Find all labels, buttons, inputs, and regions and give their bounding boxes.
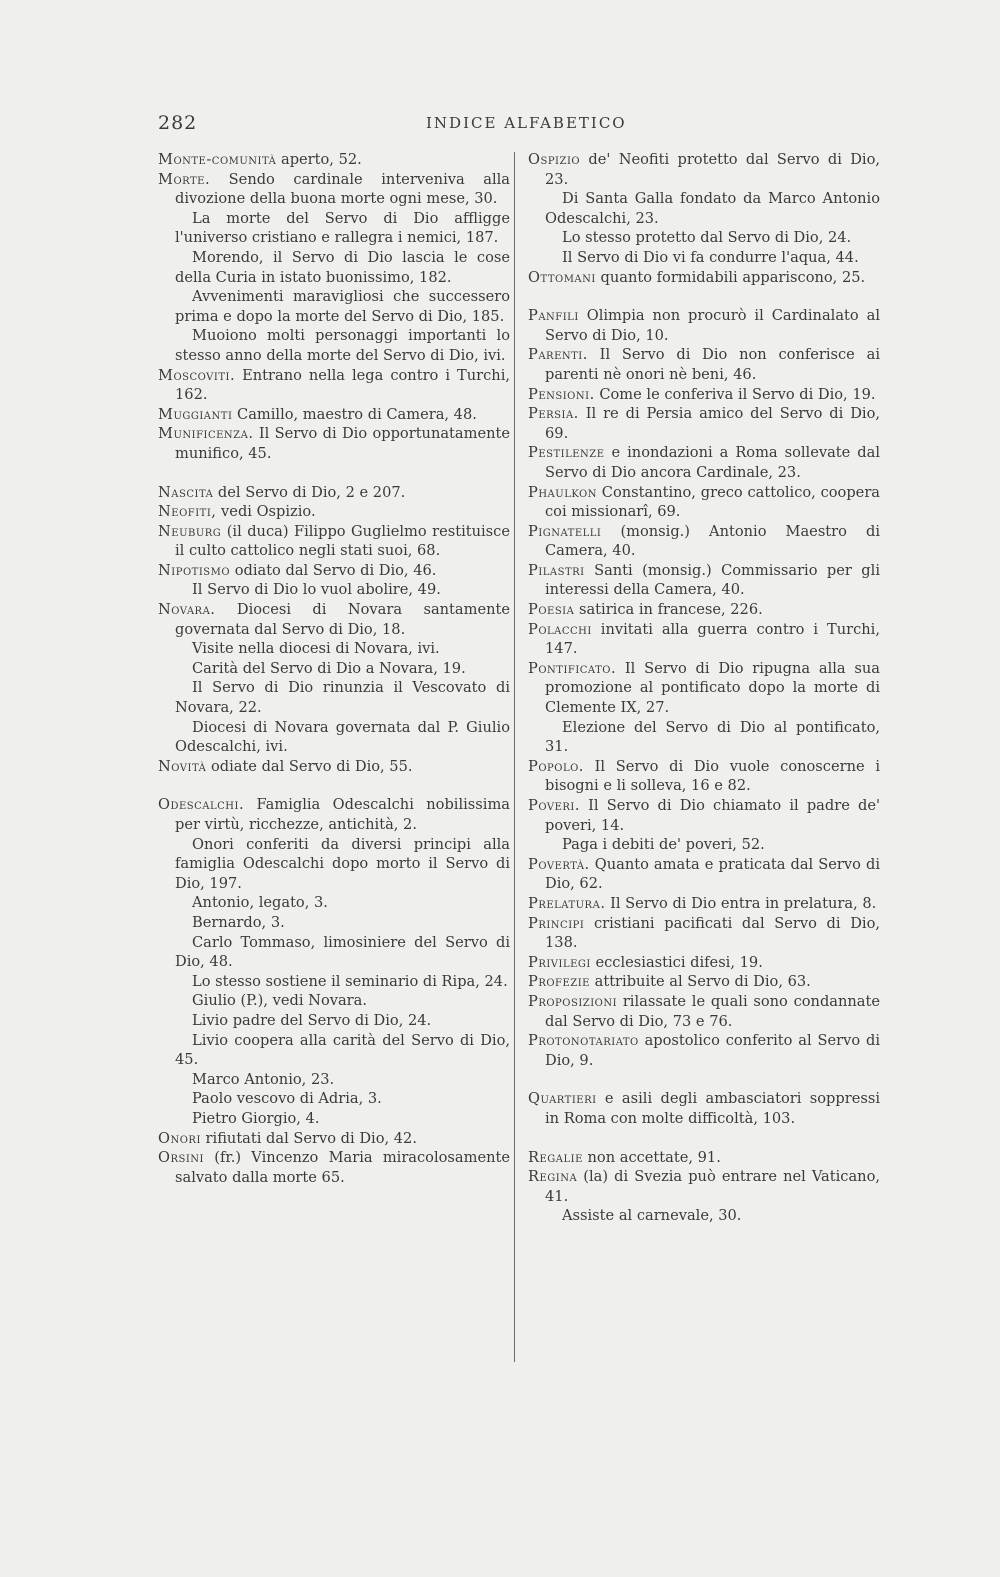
entry-text: Constantino, greco cattolico, coopera coi missionarî, 69. <box>545 483 880 521</box>
entry-headword: Persia. <box>528 405 579 423</box>
entry-headword: Proposizioni <box>528 992 618 1010</box>
index-subentry <box>158 991 510 1011</box>
index-subentry <box>528 189 880 228</box>
index-entry <box>528 345 880 384</box>
index-entry <box>158 1129 510 1149</box>
entry-text: Carlo Tommaso, limosiniere del Servo di Dio, 48. <box>175 933 510 971</box>
index-entry <box>528 404 880 443</box>
entry-text: Olimpia non procurò il Cardinalato al Servo di Dio, 10. <box>545 307 880 344</box>
entry-headword: Pestilenze <box>528 444 605 462</box>
index-entry <box>528 914 880 953</box>
entry-text: del Servo di Dio, 2 e 207. <box>213 483 406 501</box>
entry-headword: Poveri. <box>528 797 580 814</box>
entry-text: aperto, 52. <box>276 151 362 168</box>
entry-text: Il Servo di Dio opportunatamente munifico, 45. <box>175 425 510 462</box>
index-subentry <box>158 209 510 248</box>
entry-text: Camillo, maestro di Camera, 48. <box>232 405 477 423</box>
index-subentry <box>528 835 880 855</box>
index-subentry <box>158 678 510 717</box>
letter-gap <box>158 464 510 483</box>
entry-headword: Pilastri <box>528 561 585 579</box>
entry-text: Il Servo di Dio non conferisce ai parenti nè onori nè beni, 46. <box>545 346 880 383</box>
letter-gap <box>528 287 880 306</box>
entry-headword: Privilegi <box>528 953 591 971</box>
index-entry <box>528 561 880 600</box>
right-column <box>528 150 880 1226</box>
index-entry <box>528 1031 880 1070</box>
running-head <box>158 112 898 136</box>
index-subentry <box>158 1070 510 1090</box>
entry-text: Quanto amata e praticata dal Servo di Dio, 62. <box>545 855 880 893</box>
entry-headword: Pensioni. <box>528 385 595 403</box>
entry-headword: Neofiti, <box>158 503 217 521</box>
entry-headword: Onori <box>158 1129 201 1147</box>
index-subentry <box>158 326 510 365</box>
index-entry <box>528 855 880 894</box>
entry-text: Diocesi di Novara santamente governata dal Servo di Dio, 18. <box>175 601 510 638</box>
entry-headword: Quartieri <box>528 1090 597 1108</box>
entry-headword: Principi <box>528 914 585 932</box>
index-entry <box>158 424 510 463</box>
index-entry <box>158 1148 510 1187</box>
entry-headword: Orsini <box>158 1149 204 1167</box>
entry-text: Il Servo di Dio lo vuol abolire, 49. <box>192 581 441 599</box>
index-entry <box>528 600 880 620</box>
index-entry <box>158 600 510 639</box>
entry-headword: Parenti. <box>528 346 588 364</box>
entry-text: Pietro Giorgio, 4. <box>192 1109 320 1127</box>
index-entry <box>528 894 880 914</box>
index-subentry <box>158 580 510 600</box>
index-entry <box>528 620 880 659</box>
entry-headword: Profezie <box>528 973 590 991</box>
entry-text: Lo stesso protetto dal Servo di Dio, 24. <box>562 229 852 247</box>
entry-text: Muoiono molti personaggi importanti lo stesso anno della morte del Servo di Dio, ivi. <box>175 327 510 364</box>
entry-headword: Povertà. <box>528 855 590 873</box>
entry-text: de' Neofiti protetto dal Servo di Dio, 23. <box>545 151 880 188</box>
entry-text: Morendo, il Servo di Dio lascia le cose della Curia in istato buonissimo, 182. <box>175 248 510 286</box>
entry-headword: Prelatura. <box>528 894 606 912</box>
entry-text: odiate dal Servo di Dio, 55. <box>206 757 413 775</box>
entry-text: rifiutati dal Servo di Dio, 42. <box>200 1129 417 1147</box>
entry-text: Antonio, legato, 3. <box>192 894 328 912</box>
entry-text: (la) di Svezia può entrare nel Vaticano, 41. <box>545 1168 880 1205</box>
entry-text: odiato dal Servo di Dio, 46. <box>230 561 437 579</box>
index-entry <box>158 366 510 405</box>
entry-text: Carità del Servo di Dio a Novara, 19. <box>192 659 466 677</box>
index-entry <box>158 561 510 581</box>
entry-text: (il duca) Filippo Guglielmo restituisce il culto cattolico negli stati suoi, 68. <box>175 522 510 560</box>
index-subentry <box>158 1011 510 1031</box>
entry-text: Paolo vescovo di Adria, 3. <box>192 1090 382 1108</box>
index-entry <box>528 757 880 796</box>
index-entry <box>528 522 880 561</box>
index-entry <box>528 150 880 189</box>
index-entry <box>528 659 880 718</box>
column-divider <box>514 152 515 1362</box>
entry-text: Di Santa Galla fondato da Marco Antonio Odescalchi, 23. <box>545 190 880 227</box>
index-subentry <box>158 248 510 287</box>
entry-text: Entrano nella lega contro i Turchi, 162. <box>175 366 510 404</box>
entry-text: vedi Ospizio. <box>216 503 316 521</box>
index-subentry <box>158 972 510 992</box>
entry-text: Sendo cardinale interveniva alla divozione della buona morte ogni mese, 30. <box>175 170 510 208</box>
entry-headword: Pontificato. <box>528 659 617 677</box>
index-entry <box>528 992 880 1031</box>
index-entry <box>158 170 510 209</box>
entry-text: apostolico conferito al Servo di Dio, 9. <box>545 1032 880 1069</box>
index-entry <box>528 1089 880 1128</box>
entry-headword: Ottomani <box>528 268 596 286</box>
entry-text: quanto formidabili appariscono, 25. <box>595 268 866 286</box>
page-number: 282 <box>158 112 198 134</box>
letter-gap <box>528 1129 880 1148</box>
index-entry <box>528 972 880 992</box>
entry-text: Marco Antonio, 23. <box>192 1070 335 1088</box>
index-entry <box>528 483 880 522</box>
index-subentry <box>158 893 510 913</box>
entry-text: ecclesiastici difesi, 19. <box>590 953 763 971</box>
entry-text: Livio padre del Servo di Dio, 24. <box>192 1011 432 1029</box>
entry-text: Famiglia Odescalchi nobilissima per virtù, ricchezze, antichità, 2. <box>175 796 510 833</box>
index-entry <box>528 1148 880 1168</box>
index-subentry <box>158 1109 510 1129</box>
entry-text: Paga i debiti de' poveri, 52. <box>562 836 765 854</box>
entry-headword: Polacchi <box>528 620 592 638</box>
index-subentry <box>158 718 510 757</box>
index-entry <box>528 953 880 973</box>
entry-text: Il Servo di Dio ripugna alla sua promozione al pontificato dopo la morte di Clemente IX, 27. <box>545 659 880 717</box>
entry-headword: Muggianti <box>158 405 233 423</box>
entry-text: (monsig.) Antonio Maestro di Camera, 40. <box>545 522 880 560</box>
entry-text: rilassate le quali sono condannate dal Servo di Dio, 73 e 76. <box>545 992 880 1030</box>
entry-text: Come le conferiva il Servo di Dio, 19. <box>594 385 876 403</box>
entry-headword: Ospizio <box>528 151 581 168</box>
entry-text: Il Servo di Dio rinunzia il Vescovato di Novara, 22. <box>175 679 510 717</box>
index-subentry <box>158 639 510 659</box>
index-subentry <box>158 913 510 933</box>
index-entry <box>528 796 880 835</box>
index-subentry <box>158 1089 510 1109</box>
entry-text: Bernardo, 3. <box>192 913 285 931</box>
index-entry <box>528 443 880 482</box>
entry-text: Elezione del Servo di Dio al pontificato, 31. <box>545 718 880 756</box>
entry-headword: Panfili <box>528 307 579 325</box>
entry-headword: Monte-comunità <box>158 151 277 168</box>
entry-text: satirica in francese, 226. <box>574 601 763 619</box>
index-entry <box>528 1167 880 1206</box>
entry-headword: Phaulkon <box>528 483 597 501</box>
entry-headword: Popolo. <box>528 757 584 775</box>
entry-headword: Moscoviti. <box>158 366 236 384</box>
entry-headword: Munificenza. <box>158 425 254 443</box>
index-subentry <box>528 228 880 248</box>
letter-gap <box>528 1070 880 1089</box>
index-subentry <box>158 933 510 972</box>
entry-text: Il Servo di Dio vuole conoscerne i bisogni e li solleva, 16 e 82. <box>545 757 880 795</box>
index-entry <box>158 522 510 561</box>
entry-text: Santi (monsig.) Commissario per gli interessi della Camera, 40. <box>545 561 880 599</box>
index-entry <box>158 483 510 503</box>
entry-headword: Nascita <box>158 483 214 501</box>
entry-text: Diocesi di Novara governata dal P. Giulio Odescalchi, ivi. <box>175 718 510 756</box>
entry-headword: Regalie <box>528 1148 583 1166</box>
index-entry <box>158 405 510 425</box>
entry-text: cristiani pacificati dal Servo di Dio, 138. <box>545 914 880 952</box>
entry-text: Assiste al carnevale, 30. <box>562 1207 742 1225</box>
index-subentry <box>158 835 510 894</box>
index-subentry <box>528 718 880 757</box>
entry-text: e inondazioni a Roma sollevate dal Servo di Dio ancora Cardinale, 23. <box>545 444 880 481</box>
index-entry <box>528 306 880 345</box>
entry-headword: Novara. <box>158 601 216 619</box>
entry-text: La morte del Servo di Dio affligge l'universo cristiano e rallegra i nemici, 187. <box>175 209 510 247</box>
index-entry <box>528 268 880 288</box>
entry-headword: Novità <box>158 757 207 775</box>
entry-text: Il Servo di Dio vi fa condurre l'aqua, 44. <box>562 248 859 266</box>
index-entry <box>158 795 510 834</box>
entry-headword: Pignatelli <box>528 522 602 540</box>
entry-text: Visite nella diocesi di Novara, ivi. <box>192 640 440 658</box>
index-subentry <box>158 287 510 326</box>
entry-text: Livio coopera alla carità del Servo di Dio, 45. <box>175 1031 510 1069</box>
entry-text: Onori conferiti da diversi principi alla famiglia Odescalchi dopo morto il Servo di Dio, 197. <box>175 835 510 892</box>
entry-text: Il Servo di Dio entra in prelatura, 8. <box>605 894 877 912</box>
entry-text: (fr.) Vincenzo Maria miracolosamente salvato dalla morte 65. <box>175 1149 510 1186</box>
entry-headword: Nipotismo <box>158 561 231 579</box>
index-entry <box>158 150 510 170</box>
left-column <box>158 150 510 1187</box>
index-subentry <box>528 1206 880 1226</box>
entry-text: Lo stesso sostiene il seminario di Ripa, 24. <box>192 972 508 990</box>
index-entry <box>158 502 510 522</box>
entry-headword: Regina <box>528 1168 578 1186</box>
entry-text: Il Servo di Dio chiamato il padre de' poveri, 14. <box>545 797 880 834</box>
entry-text: e asili degli ambasciatori soppressi in Roma con molte difficoltà, 103. <box>545 1090 880 1127</box>
entry-headword: Protonotariato <box>528 1032 639 1050</box>
entry-text: invitati alla guerra contro i Turchi, 147. <box>545 620 880 658</box>
entry-headword: Morte. <box>158 170 211 188</box>
letter-gap <box>158 776 510 795</box>
running-title: INDICE ALFABETICO <box>426 114 627 132</box>
entry-headword: Poesia <box>528 601 575 619</box>
entry-text: attribuite al Servo di Dio, 63. <box>589 973 811 991</box>
entry-text: Avvenimenti maravigliosi che successero prima e dopo la morte del Servo di Dio, 185. <box>175 288 510 325</box>
index-entry <box>158 757 510 777</box>
entry-headword: Odescalchi. <box>158 796 245 814</box>
index-entry <box>528 385 880 405</box>
entry-text: non accettate, 91. <box>582 1148 721 1166</box>
entry-text: Giulio (P.), vedi Novara. <box>192 992 367 1010</box>
index-subentry <box>158 659 510 679</box>
index-subentry <box>158 1031 510 1070</box>
entry-headword: Neuburg <box>158 522 222 540</box>
index-subentry <box>528 248 880 268</box>
entry-text: Il re di Persia amico del Servo di Dio, 69. <box>545 405 880 442</box>
